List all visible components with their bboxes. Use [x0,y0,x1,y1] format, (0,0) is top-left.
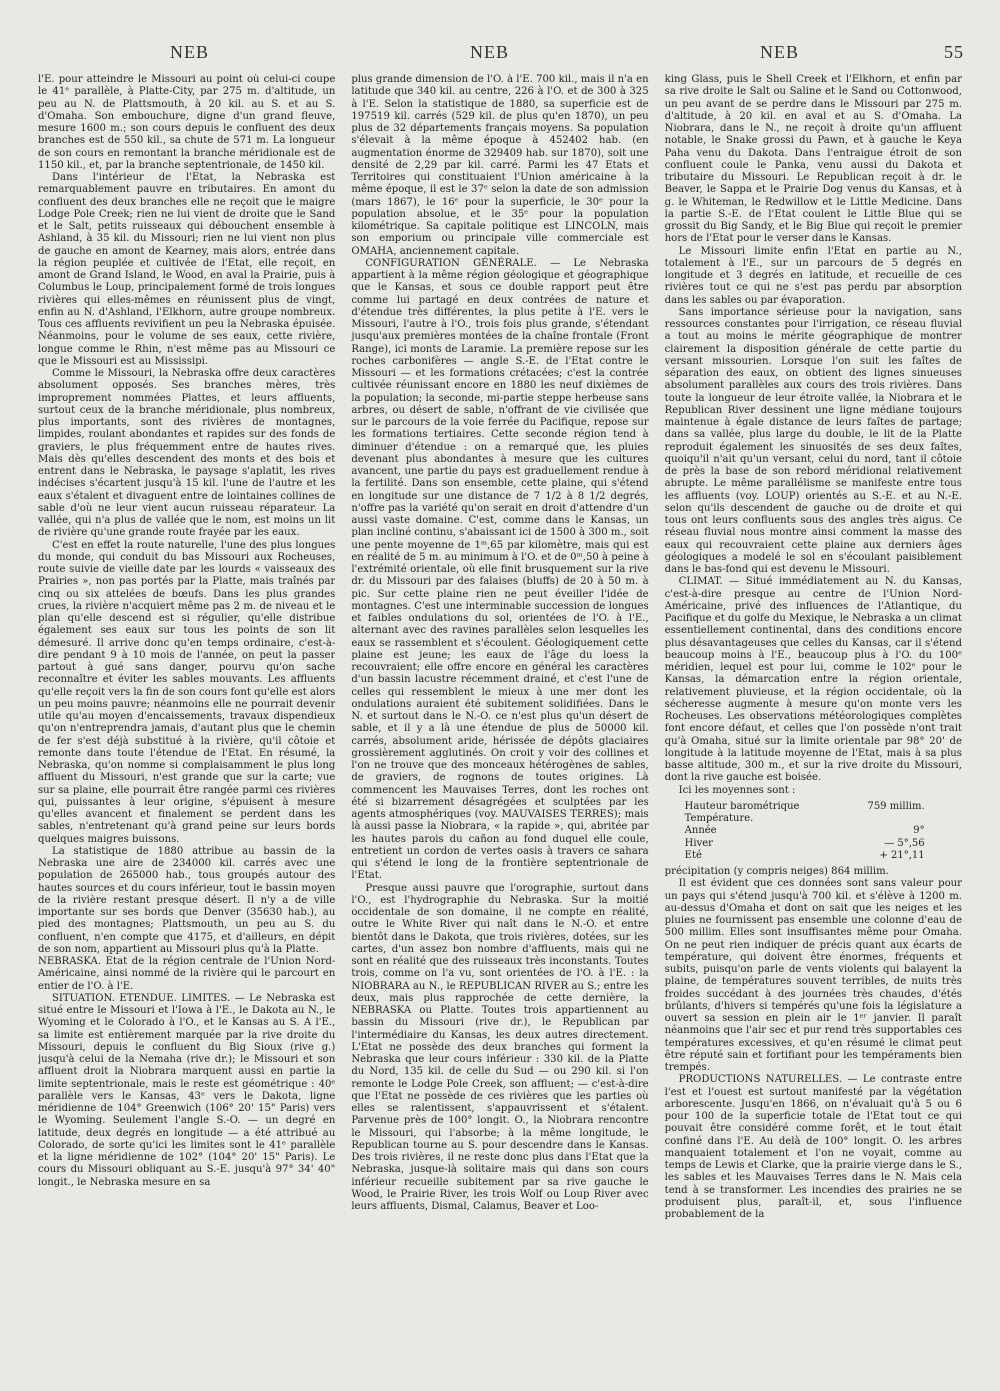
paragraph: SITUATION. ETENDUE. LIMITES. — Le Nebraska est situé entre le Missouri et l'Iowa à l'E., le Dakota au N., le Wyoming et le Colorado à l'O., et le Kansas au S. A l'E., sa limite est entièrement marquée par la rive droite du Missouri, depuis le confluent du Big Sioux (rive g.) jusqu'à celui de la Nemaha (rive dr.); le Missouri et son affluent droit la Niobrara marquent aussi en partie la limite septentrionale, mais le reste est géométrique : 40ᵉ parallèle vers le Kansas, 43ᵉ vers le Dakota, ligne méridienne de 104° Greenwich (106° 20' 15" Paris) vers le Wyoming. Seulement l'angle S.-O. — un degré en latitude, deux degrés en longitude — a été attribué au Colorado, de sorte qu'ici les limites sont le 41ᵉ parallèle et la ligne méridienne de 102° (104° 20' 15" Paris). Le cours du Missouri obliquant au S.-E. jusqu'à 97° 34' 40" longit., le Nebraska mesure en sa [38,992,336,1188]
paragraph: précipitation (y compris neiges) 864 millim. [664,866,889,877]
column-1 [38,74,335,1374]
year-value: 9° [913,825,925,837]
paragraph: Ici les moyennes sont : [678,784,796,796]
temp-label: Température. [684,813,754,824]
climate-row-winter [685,838,925,850]
column-3 [665,74,962,1374]
pressure-label: Hauteur barométrique [684,800,800,812]
paragraph: CLIMAT. — Situé immédiatement au N. du Kansas, c'est-à-dire presque au centre de l'Union Nord-Américaine, privé des influences de l'Atlantique, du Pacifique et du golfe du Mexique, le Nebraska a un climat essentiellement continental, dans des conditions encore plus désavantageuses que celles du Kansas, car il s'étend beaucoup moins à l'E., beaucoup plus à l'O. du 100ᵉ méridien, lequel est pour lui, comme le 102ᵉ pour le Kansas, la démarcation entre la région orientale, relativement pluvieuse, et la région occidentale, où la sécheresse augmente à mesure qu'on monte vers les Rocheuses. Les observations météorologiques complètes font encore défaut, et celles que l'on possède n'ont trait qu'à Omaha, situé sur la limite orientale par 98° 20' de longitude à la latitude moyenne de l'Etat, mais à sa plus basse altitude, 300 m., et sur la rive droite du Missouri, dont la rive gauche est boisée. [664,576,962,784]
running-head-center: NEB [470,42,509,62]
climate-row-summer [685,850,925,862]
paragraph: PRODUCTIONS NATURELLES. — Le contraste entre l'est et l'ouest est surtout manifesté par la végétation arborescente. Jusqu'en 1866, on n'évaluait qu'à 5 ou 6 pour 100 de la superficie totale de l'Etat tout ce qui pouvait être considéré comme forêt, et le tout était confiné dans l'E. Au delà de 100° longit. O. les arbres manquaient totalement et l'on ne voyait, comme au temps de Lewis et Clarke, que la prairie vierge dans le S., les sables et les Mauvaises Terres dans le N. Mais cela tend à se transformer. Les incendies des prairies ne se produisent plus, paraît-il, et, sous l'influence probablement de la [664,1074,962,1220]
page-number: 55 [944,42,964,62]
paragraph: C'est en effet la route naturelle, l'une des plus longues du monde, qui conduit du bas Missouri aux Rocheuses, route suivie de vieille date par les lourds « vaisseaux des Prairies », non pas portés par la Platte, mais traînés par cinq ou six attelées de bœufs. Dans les plus grandes crues, la rivière n'acquiert même pas 2 m. de niveau et le plan qu'elle descend est si régulier, qu'elle distribue également ses eaux sur tous les points de son lit démesuré. Il arrive donc qu'en temps ordinaire, c'est-à-dire pendant 9 à 10 mois de l'année, on peut la passer partout à gué sans danger, pourvu qu'on sache reconnaître et éviter les sables mouvants. Les affluents qu'elle reçoit vers la fin de son cours font qu'elle est alors un peu moins pauvre; néanmoins elle ne pourrait devenir utile qu'au moyen d'encaissements, travaux dispendieux qu'on n'entreprendra jamais, d'autant plus que le chemin de fer s'est déjà substitué à la rivière, qu'il côtoie et remonte dans toute l'étendue de l'Etat. En résumé, la Nebraska, qu'on nomme si complaisamment le plus long affluent du Missouri, n'est grande que sur la carte; vue sur sa plaine, elle pourrait être rangée parmi ces rivières qui, puissantes à leur origine, s'épuisent à mesure qu'elles avancent et finalement se perdent dans les sables, n'entretenant qu'à grand peine sur leurs bords quelques maigres buissons. [38,539,336,845]
paragraph: Comme le Missouri, la Nebraska offre deux caractères absolument opposés. Ses branches mères, très improprement nommées Plattes, et leurs affluents, surtout ceux de la branche méridionale, plus nombreux, plus importants, sont des rivières de montagnes, limpides, roulant abondantes et rapides sur des fonds de graviers, le plus fréquemment entre de hautes rives. Mais dès qu'elles descendent des monts et des bois et entrent dans le Nebraska, le paysage s'aplatit, les rives indécises s'écartent jusqu'à 15 kil. l'une de l'autre et les eaux s'étalent et divaguent entre de lointaines collines de sable d'où ne leur vient aucun ruisseau réparateur. La vallée, qui n'a plus de vallée que le nom, est moins un lit de rivière qu'une grande route frayée par les eaux. [38,368,336,539]
climate-row-year [685,825,925,837]
summer-label: Eté [684,849,702,861]
entry-heading-nebraska: NEBRASKA. Etat de la région centrale de l'Union Nord-Américaine, ainsi nommé de la rivière qui le parcourt en entier de l'O. à l'E. [38,956,336,992]
paragraph: Dans l'intérieur de l'Etat, la Nebraska est remarquablement pauvre en tributaires. En amont du confluent des deux branches elle ne reçoit que le maigre Lodge Pole Creek; rien ne lui vient de droite que le Sand et le Salt, petits ruisseaux qui débouchent ensemble à Ashland, à 35 kil. du Missouri; rien ne lui vient non plus de gauche en amont de Kearney, mais alors, entrée dans la région peuplée et cultivée de l'Etat, elle reçoit, en amont de Grand Island, le Wood, en aval la Prairie, puis à Columbus le Loup, principalement formé de trois longues rivières qui elles-mêmes en réunissent plus de vingt, enfin au N. d'Ashland, l'Elkhorn, autre groupe nombreux. Tous ces affluents revivifient un peu la Nebraska épuisée. Néanmoins, pour le volume de ses eaux, cette rivière, longue comme le Rhin, n'est même pas au Missouri ce que le Missouri est au Mississipi. [38,172,336,367]
paragraph: king Glass, puis le Shell Creek et l'Elkhorn, et enfin par sa rive droite le Salt ou Saline et le Sand ou Cottonwood, un peu avant de se perdre dans le Missouri par 275 m. d'altitude, à 20 kil. en aval et au S. d'Omaha. La Niobrara, dans le N., ne reçoit à droite qu'un affluent notable, le Snake grossi du Pawn, et à gauche le Keya Paha venu du Dakota. Dans l'entraigue étroit de son confluent coule le Panka, venu aussi du Dakota et tributaire du Missouri. Le Republican reçoit à dr. le Beaver, le Sappa et le Prairie Dog venus du Kansas, et à g. le Whiteman, le Redwillow et le Little Medicine. Dans la partie S.-E. de l'Etat coulent le Little Blue qui se grossit du Big Sandy, et le Big Blue qui reçoit le premier hors de l'Etat pour le verser dans le Kansas. [664,74,962,245]
winter-label: Hiver [684,837,713,849]
paragraph: Le Missouri limite enfin l'Etat en partie au N., totalement à l'E., sur un parcours de 5 degrés en longitude et 3 degrés en latitude, et recueille de ces rivières tout ce qui ne s'est pas perdu par absorption dans les sables ou par évaporation. [664,245,962,306]
paragraph: plus grande dimension de l'O. à l'E. 700 kil., mais il n'a en latitude que 340 kil. au centre, 226 à l'O. et de 300 à 325 à l'E. Selon la statistique de 1880, sa superficie est de 197519 kil. carrés (529 kil. de plus qu'en 1870), un peu plus de 32 départements français moyens. Sa population s'élevait à la même époque à 452402 hab. (en augmentation énorme de 329409 hab. sur 1870), soit une densité de 2,29 par kil. carré. Parmi les 47 Etats et Territoires qui constituaient l'Union américaine à la même époque, il est le 37ᵉ selon la date de son admission (mars 1867), le 16ᵉ pour la superficie, le 30ᵉ pour la population absolue, et le 35ᵉ pour la population kilométrique. Sa capitale politique est LINCOLN, mais son emporium ou principale ville commerciale est OMAHA, anciennement capitale. [351,74,649,257]
year-label: Année [684,825,717,837]
running-head-right: NEB [760,42,799,62]
paragraph: Sans importance sérieuse pour la navigation, sans ressources constantes pour l'irrigation, ce réseau fluvial a tout au moins le mérite géographique de montrer clairement la disposition générale de cette partie du versant missourien. Lorsque l'on suit les faîtes de séparation des eaux, on obtient des lignes sinueuses absolument parallèles aux cours des trois rivières. Dans toute la longueur de leur étroite vallée, la Niobrara et le Republican River dessinent une ligne médiane toujours maintenue à égale distance de leurs faîtes de partage; dans sa vallée, plus large du double, le lit de la Platte reproduit également les sinuosités de ses deux faîtes, quoiqu'il n'ait qu'un versant, celui du nord, tant il côtoie de près la base de son rebord méridional relativement abrupte. Le même parallélisme se manifeste entre tous les affluents (voy. LOUP) orientés au S.-E. et au N.-E. selon qu'ils descendent de gauche ou de droite et qui tous ont leurs confluents sous des angles très aigus. Ce réseau fluvial nous montre ainsi comment la masse des eaux qui recouvraient cette plaine aux derniers âges géologiques a modelé le sol en s'écoulant paisiblement dans le bas-fond qui est devenu le Missouri. [664,306,962,575]
climate-row-pressure [685,801,925,813]
winter-value: — 5°,56 [884,837,925,849]
paragraph: Il est évident que ces données sont sans valeur pour un pays qui s'étend jusqu'à 700 kil. et s'élève à 1200 m. au-dessus d'Omaha et dont on sait que les neiges et les pluies ne fournissent pas ensemble une colonne d'eau de 500 millim. Elles sont insuffisantes même pour Omaha. On ne peut rien indiquer de précis quant aux écarts de température, qui doivent être énormes, fréquents et subits, puisqu'on parle de vents violents qui balayent la plaine, de températures souvent terribles, de nuits très froides succédant à des journées très chaudes, d'étés brûlants, d'hivers si tempérés qu'une fois la législature a ouvert sa session en plein air le 1ᵉʳ janvier. Il paraît néanmoins que l'air sec et pur rend très supportables ces températures excessives, et qu'en résumé le climat peut être réputé sain et fortifiant pour les tempéraments bien trempés. [664,878,962,1073]
pressure-value: 759 millim. [867,800,925,812]
text-columns [38,74,962,1374]
running-head-left: NEB [170,42,209,62]
climate-row-temp-label [685,813,925,825]
paragraph: La statistique de 1880 attribue au bassin de la Nebraska une aire de 234000 kil. carrés avec une population de 265000 hab., tous groupés autour des hautes sources et du cours inférieur, tout le bassin moyen de la rivière restant presque désert. Il n'y a de ville importante sur ses bords que Denver (35630 hab.), au pied des montagnes; Plattsmouth, un peu au S. du confluent, n'en compte que 4175, et d'ailleurs, en dépit de son nom, appartient au Missouri plus qu'à la Platte. [38,845,336,955]
paragraph: Presque aussi pauvre que l'orographie, surtout dans l'O., est l'hydrographie du Nebraska. Sur la moitié occidentale de son domaine, il ne compte en réalité, outre le White River qui naît dans le N.-O. et entre bientôt dans le Dakota, que trois rivières, dotées, sur les cartes, d'un assez bon nombre d'affluents, mais qui ne sont en réalité que des ruisseaux très inconstants. Toutes trois, comme on l'a vu, sont orientées de l'O. à l'E. : la NIOBRARA au N., le REPUBLICAN RIVER au S.; entre les deux, mais plus rapprochée de cette dernière, la NEBRASKA ou Platte. Toutes trois appartiennent au bassin du Missouri (rive dr.), le Republican par l'intermédiaire du Kansas, les deux autres directement. L'Etat ne possède des deux branches qui forment la Nebraska que leur cours inférieur : 330 kil. de la Platte du Nord, 135 kil. de celle du Sud — ou 290 kil. si l'on remonte le Lodge Pole Creek, son affluent; — c'est-à-dire que l'Etat ne possède de ces rivières que les parties où elles se ralentissent, s'appauvrissent et s'étalent. Parvenue près de 100° longit. O., la Niobrara rencontre le Missouri, qui l'absorbe; à la même longitude, le Republican tourne au S. pour descendre dans le Kansas. Des trois rivières, il ne reste donc plus dans l'Etat que la Nebraska, jusque-là solitaire mais qui dans son cours inférieur recueille subitement par sa rive gauche le Wood, le Prairie River, les trois Wolf ou Loup River avec leurs affluents, Dismal, Calamus, Beaver et Loo- [351,882,649,1212]
summer-value: + 21°,11 [879,849,925,861]
paragraph: l'E. pour atteindre le Missouri au point où celui-ci coupe le 41ᵉ parallèle, à Platte-City, par 275 m. d'altitude, un peu au N. de Plattsmouth, à 20 kil. au S. et au S. d'Omaha. Son embouchure, digne d'un grand fleuve, mesure 1600 m.; son cours depuis le confluent des deux branches est de 550 kil., sa chute de 571 m. La longueur de son cours en remontant la branche méridionale est de 1150 kil., et, par la branche septentrionale, de 1450 kil. [38,74,336,171]
climate-table [685,801,962,862]
paragraph: CONFIGURATION GÉNÉRALE. — Le Nebraska appartient à la même région géologique et géographique que le Kansas, et sous ce double rapport peut être comme lui partagé en deux contrées de nature et d'étendue très différentes, la plus petite à l'E. vers le Missouri, l'autre à l'O., trois fois plus grande, s'étendant jusqu'aux premières montées de la chaîne frontale (Front Range), ici monts de Laramie. La première repose sur les roches carbonifères — angle S.-E. de l'Etat contre le Missouri — et les formations crétacées; c'est la contrée cultivée réunissant encore en 1880 les neuf dixièmes de la population; la seconde, mi-partie steppe herbeuse sans arbres, ou désert de sable, n'offrant de vie civilisée que sur le parcours de la voie ferrée du Pacifique, repose sur les formations tertiaires. Cette seconde région tend à diminuer d'étendue : on a remarqué que, les pluies devenant plus abondantes à mesure que les cultures avancent, une partie du pays est graduellement rendue à la fertilité. Dans son ensemble, cette plaine, qui s'étend en longitude sur une distance de 7 1/2 à 8 1/2 degrés, n'offre pas la variété qu'on serait en droit d'attendre d'un aussi vaste domaine. C'est, comme dans le Kansas, un plan incliné continu, s'abaissant ici de 1500 à 300 m., soit une pente moyenne de 1ᵐ,65 par kilomètre, mais qui est en réalité de 5 m. au minimum à l'O. et de 0ᵐ,50 à peine à l'extrémité orientale, où elle finit brusquement sur la rive dr. du Missouri par des falaises (bluffs) de 20 à 50 m. à pic. Sur cette plaine rien ne peut éveiller l'idée de montagnes. C'est une interminable succession de longues et faibles ondulations du sol, orientées de l'O. à l'E., alternant avec des ravines parallèles selon lesquelles les eaux se rassemblent et s'écoulent. Géologiquement cette plaine est jeune; les eaux de l'âge du loess la recouvraient; elle offre encore en général les caractères d'un bassin lacustre récemment drainé, et c'est l'une de celles qui ressemblent le mieux à une mer dont les ondulations auraient été subitement solidifiées. Dans le N. et surtout dans le N.-O. ce n'est plus qu'un désert de sable, et il y a là une étendue de plus de 50000 kil. carrés, absolument aride, hérissée de dépôts glaciaires grossièrement agglutinés. On croit y voir des collines et l'on ne trouve que des monceaux hétérogènes de sables, de graviers, de rognons de toutes origines. Là commencent les Mauvaises Terres, dont les roches ont été si bizarrement désagrégées et sculptées par les agents atmosphériques (voy. MAUVAISES TERRES); mais là aussi passe la Niobrara, « la rapide », qui, abritée par les hautes parois du cañon au fond duquel elle coule, entretient un cordon de vertes oasis à travers ce sahara qui s'étend le long de la frontière septentrionale de l'Etat. [351,257,649,882]
column-2 [351,74,648,1374]
